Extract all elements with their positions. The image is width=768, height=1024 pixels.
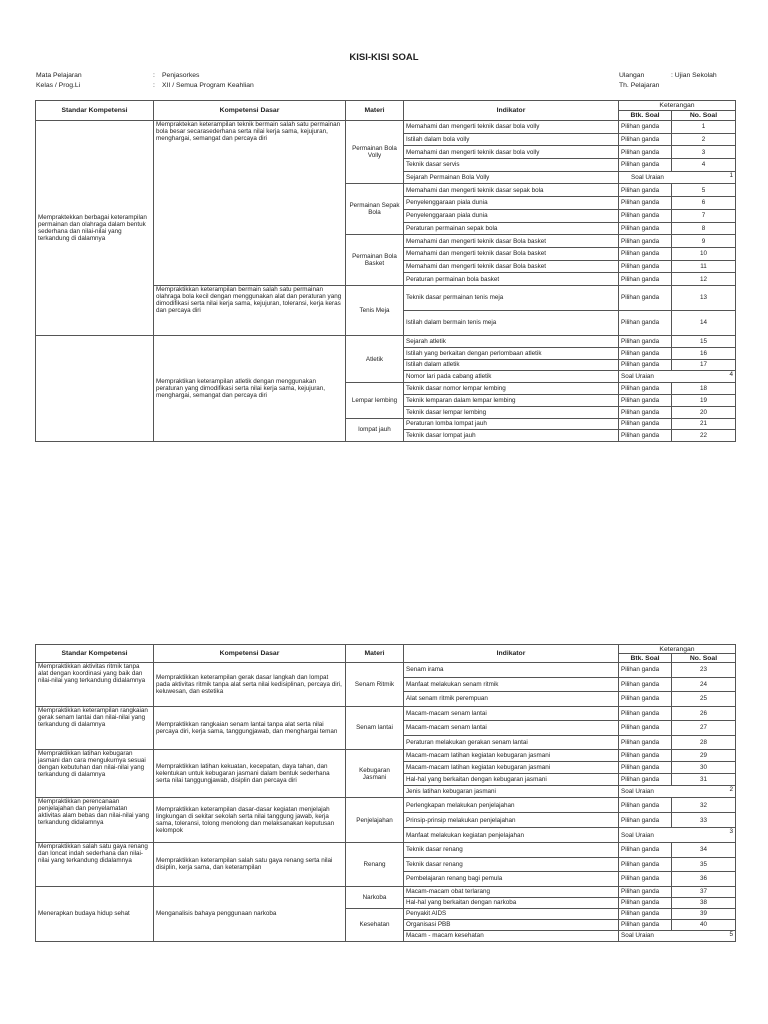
no-cell: 33 [672, 813, 736, 828]
no-cell: 35 [672, 857, 736, 872]
kelas-sep: : [153, 82, 155, 89]
indikator-cell: Penyelenggaraan piala dunia [404, 209, 619, 222]
kisi-table-1 [35, 100, 736, 442]
no-uraian: 2 [729, 786, 733, 793]
no-cell: 14 [672, 310, 736, 335]
indikator-cell: Macam-macam latihan kegiatan kebugaran jasmani [404, 750, 619, 762]
no-cell: 3 [672, 146, 736, 159]
materi-cell: Permainan Bola Basket [346, 235, 404, 286]
no-cell: 1 [672, 121, 736, 134]
header-sk: Standar Kompetensi [36, 645, 154, 663]
no-cell: 19 [672, 394, 736, 406]
indikator-cell: Macam-macam senam lantai [404, 721, 619, 736]
btk-cell: Pilihan ganda [619, 857, 672, 872]
no-uraian: 5 [729, 930, 733, 938]
no-cell: 8 [672, 222, 736, 235]
btk-cell: Pilihan ganda [619, 260, 672, 273]
sk-cell: Mempraktikkan perencanaan penjelajahan dan penyelamatan aktivitas alam bebas dan nilai-nilai yang terkandung didalamnya [36, 798, 154, 843]
no-cell: 37 [672, 886, 736, 897]
uraian-cell [619, 171, 736, 184]
indikator-cell: Hal-hal yang berkaitan dengan kebugaran jasmani [404, 774, 619, 786]
btk-cell: Pilihan ganda [619, 750, 672, 762]
btk-cell: Pilihan ganda [619, 843, 672, 858]
sk-cell: Mempraktikkan aktivitas ritmik tanpa alat dengan koordinasi yang baik dan nilai-nilai yang terkandung didalamnya [36, 663, 154, 707]
indikator-cell: Memahami dan mengerti teknik dasar bola volly [404, 146, 619, 159]
header-indikator: Indikator [404, 101, 619, 121]
no-cell: 29 [672, 750, 736, 762]
header-keterangan: Keterangan [619, 101, 736, 111]
no-cell: 27 [672, 721, 736, 736]
btk-cell: Pilihan ganda [619, 247, 672, 260]
document-title: KISI-KISI SOAL [349, 52, 419, 63]
no-cell: 6 [672, 197, 736, 210]
indikator-cell: Nomor lari pada cabang atletik [404, 371, 619, 383]
btk-cell: Pilihan ganda [619, 706, 672, 721]
btk-cell: Pilihan ganda [619, 310, 672, 335]
no-cell: 2 [672, 133, 736, 146]
no-cell: 38 [672, 897, 736, 908]
indikator-cell: Teknik lemparan dalam lempar lembing [404, 394, 619, 406]
materi-cell: Tenis Meja [346, 285, 404, 335]
indikator-cell: Teknik dasar permainan tenis meja [404, 285, 619, 310]
indikator-cell: Sejarah atletik [404, 335, 619, 347]
kd-cell: Mempraktikkan rangkaian senam lantai tanpa alat serta nilai percaya diri, kerja sama, tanggungjawab, dan menghargai teman [154, 706, 346, 750]
btk-cell: Pilihan ganda [619, 430, 672, 442]
materi-cell: Senam lantai [346, 706, 404, 750]
indikator-cell: Peraturan melakukan gerakan senam lantai [404, 735, 619, 750]
uraian-cell [619, 930, 736, 941]
btk-cell: Pilihan ganda [619, 418, 672, 430]
btk-uraian: Soal Uraian [621, 831, 654, 839]
btk-cell: Pilihan ganda [619, 813, 672, 828]
materi-cell: lompat jauh [346, 418, 404, 442]
btk-cell: Pilihan ganda [619, 209, 672, 222]
no-uraian: 4 [729, 371, 733, 379]
indikator-cell: Jenis latihan kebugaran jasmani [404, 786, 619, 798]
sk-cell: Mempraktikkan latihan kebugaran jasmani dan cara mengukurnya sesuai dengan kebutuhan dan nilai-nilai yang terkandung di dalamnya [36, 750, 154, 798]
btk-cell: Pilihan ganda [619, 735, 672, 750]
kd-cell: Menganalisis bahaya penggunaan narkoba [154, 886, 346, 941]
sk-cell: Mempraktikkan keterampilan rangkaian gerak senam lantai dan nilai-nilai yang terkandung di dalamnya [36, 706, 154, 750]
kelas-value: XII / Semua Program Keahlian [162, 82, 254, 89]
no-cell: 40 [672, 919, 736, 930]
kd-cell: Mempraktikan keterampilan atletik dengan menggunakan peraturan yang dimodifikasi serta nilai kerja sama, kejujuran, menghargai, semangat dan percaya diri [154, 335, 346, 441]
no-cell: 13 [672, 285, 736, 310]
btk-cell: Pilihan ganda [619, 347, 672, 359]
btk-cell: Pilihan ganda [619, 908, 672, 919]
indikator-cell: Macam-macam latihan kegiatan kebugaran jasmani [404, 762, 619, 774]
indikator-cell: Istilah dalam bermain tenis meja [404, 310, 619, 335]
kd-cell: Mempraktikkan keterampilan dasar-dasar kegiatan menjelajah lingkungan di sekitar sekolah serta nilai tanggung jawab, kerja sama, toleransi, tolong menolong dan melaksanakan keputusan kelompok [154, 798, 346, 843]
header-sk: Standar Kompetensi [36, 101, 154, 121]
no-cell: 12 [672, 273, 736, 286]
no-cell: 11 [672, 260, 736, 273]
no-cell: 36 [672, 872, 736, 887]
kelas-label: Kelas / Prog.Li [36, 82, 81, 89]
no-cell: 34 [672, 843, 736, 858]
indikator-cell: Teknik dasar lempar lembing [404, 406, 619, 418]
mapel-value: Penjasorkes [162, 72, 200, 79]
btk-uraian: Soal Uraian [621, 373, 654, 381]
indikator-cell: Memahami dan mengerti teknik dasar Bola basket [404, 247, 619, 260]
no-cell: 9 [672, 235, 736, 248]
materi-cell: Permainan Bola Volly [346, 121, 404, 184]
indikator-cell: Senam irama [404, 663, 619, 678]
btk-cell: Pilihan ganda [619, 774, 672, 786]
materi-cell: Lempar lembing [346, 383, 404, 418]
no-cell: 32 [672, 798, 736, 813]
btk-cell: Pilihan ganda [619, 663, 672, 678]
indikator-cell: Macam - macam kesehatan [404, 930, 619, 941]
btk-cell: Pilihan ganda [619, 721, 672, 736]
btk-cell: Pilihan ganda [619, 394, 672, 406]
btk-cell: Pilihan ganda [619, 872, 672, 887]
meta-right-values [671, 71, 717, 81]
btk-cell: Pilihan ganda [619, 121, 672, 134]
no-cell: 17 [672, 359, 736, 371]
ulangan-value: : Ujian Sekolah [671, 72, 717, 79]
no-cell: 20 [672, 406, 736, 418]
meta-seps [153, 71, 155, 91]
indikator-cell: Manfaat melakukan senam ritmik [404, 677, 619, 692]
no-cell: 23 [672, 663, 736, 678]
btk-cell: Pilihan ganda [619, 133, 672, 146]
indikator-cell: Penyakit AIDS [404, 908, 619, 919]
meta-values [162, 71, 254, 91]
indikator-cell: Istilah yang berkaitan dengan perlombaan atletik [404, 347, 619, 359]
btk-cell: Pilihan ganda [619, 159, 672, 172]
header-btk: Btk. Soal [619, 111, 672, 121]
indikator-cell: Peraturan permainan bola basket [404, 273, 619, 286]
indikator-cell: Teknik dasar nomor lempar lembing [404, 383, 619, 395]
mapel-sep: : [153, 72, 155, 79]
btk-cell: Pilihan ganda [619, 222, 672, 235]
header-btk: Btk. Soal [619, 654, 672, 663]
mapel-label: Mata Pelajaran [36, 72, 82, 79]
header-materi: Materi [346, 645, 404, 663]
no-cell: 16 [672, 347, 736, 359]
no-cell: 5 [672, 184, 736, 197]
btk-uraian: Soal Uraian [631, 174, 664, 182]
kd-cell: Mempraktikkan latihan kekuatan, kecepatan, daya tahan, dan kelentukan untuk kebugaran jasmani dalam bentuk sederhana serta nilai tanggungjawab, disiplin dan percaya diri [154, 750, 346, 798]
no-cell: 24 [672, 677, 736, 692]
uraian-cell [619, 786, 736, 798]
no-cell: 7 [672, 209, 736, 222]
no-uraian: 1 [729, 171, 733, 179]
no-cell: 4 [672, 159, 736, 172]
indikator-cell: Istilah dalam atletik [404, 359, 619, 371]
kd-cell: Mempraktikkan keterampilan bermain salah satu permainan olahraga bola kecil dengan menggunakan alat dan peraturan yang dimodifikasi serta nilai kerja sama, kejujuran, toleransi, kerja keras dan percaya diri [154, 285, 346, 335]
no-cell: 30 [672, 762, 736, 774]
no-cell: 39 [672, 908, 736, 919]
btk-cell: Pilihan ganda [619, 383, 672, 395]
materi-cell: Narkoba [346, 886, 404, 908]
btk-cell: Pilihan ganda [619, 677, 672, 692]
materi-cell: Kesehatan [346, 908, 404, 941]
kd-cell: Mempraktikkan keterampilan gerak dasar langkah dan lompat pada aktivitas ritmik tanpa alat serta nilai kedisiplinan, percaya diri, keluwesan, dan estetika [154, 663, 346, 707]
header-no: No. Soal [672, 111, 736, 121]
kd-cell: Mempraktekan keterampilan teknik bermain salah satu permainan bola besar secarasederhana serta nilai kerja sama, kejujuran, menghargai, semangat dan percaya diri [154, 121, 346, 286]
no-cell: 18 [672, 383, 736, 395]
header-no: No. Soal [672, 654, 736, 663]
btk-cell: Pilihan ganda [619, 762, 672, 774]
btk-uraian: Soal Uraian [621, 932, 654, 939]
indikator-cell: Teknik dasar lompat jauh [404, 430, 619, 442]
btk-cell: Pilihan ganda [619, 197, 672, 210]
no-cell: 15 [672, 335, 736, 347]
btk-uraian: Soal Uraian [621, 788, 654, 795]
materi-cell: Penjelajahan [346, 798, 404, 843]
indikator-cell: Peraturan lomba lompat jauh [404, 418, 619, 430]
materi-cell: Renang [346, 843, 404, 887]
indikator-cell: Manfaat melakukan kegiatan penjelajahan [404, 828, 619, 843]
indikator-cell: Sejarah Permainan Bola Volly [404, 171, 619, 184]
header-indikator: Indikator [404, 645, 619, 663]
btk-cell: Pilihan ganda [619, 692, 672, 707]
header-kd: Kompetensi Dasar [154, 645, 346, 663]
btk-cell: Pilihan ganda [619, 359, 672, 371]
sk-cell: Mempraktikkan salah satu gaya renang dan loncat indah sederhana dan nilai-nilai yang terkandung didalamnya [36, 843, 154, 887]
no-cell: 31 [672, 774, 736, 786]
header-kd: Kompetensi Dasar [154, 101, 346, 121]
meta-labels [36, 71, 82, 91]
uraian-cell [619, 828, 736, 843]
materi-cell: Kebugaran Jasmani [346, 750, 404, 798]
sk-cell-empty [36, 335, 154, 441]
indikator-cell: Istilah dalam bola volly [404, 133, 619, 146]
indikator-cell: Teknik dasar renang [404, 857, 619, 872]
indikator-cell: Hal-hal yang berkaitan dengan narkoba [404, 897, 619, 908]
indikator-cell: Memahami dan mengerti teknik dasar sepak bola [404, 184, 619, 197]
meta-right-labels [619, 71, 659, 91]
header-materi: Materi [346, 101, 404, 121]
kisi-table-2 [35, 644, 736, 942]
indikator-cell: Organisasi PBB [404, 919, 619, 930]
no-cell: 22 [672, 430, 736, 442]
btk-cell: Pilihan ganda [619, 919, 672, 930]
indikator-cell: Teknik dasar servis [404, 159, 619, 172]
materi-cell: Senam Ritmik [346, 663, 404, 707]
indikator-cell: Macam-macam obat terlarang [404, 886, 619, 897]
indikator-cell: Memahami dan mengerti teknik dasar Bola basket [404, 235, 619, 248]
indikator-cell: Memahami dan mengerti teknik dasar Bola basket [404, 260, 619, 273]
indikator-cell: Peraturan permainan sepak bola [404, 222, 619, 235]
materi-cell: Permainan Sepak Bola [346, 184, 404, 235]
indikator-cell: Penyelenggaraan piala dunia [404, 197, 619, 210]
btk-cell: Pilihan ganda [619, 335, 672, 347]
uraian-cell [619, 371, 736, 383]
indikator-cell: Alat senam ritmik perempuan [404, 692, 619, 707]
indikator-cell: Macam-macam senam lantai [404, 706, 619, 721]
indikator-cell: Prinsip-prinsip melakukan penjelajahan [404, 813, 619, 828]
indikator-cell: Memahami dan mengerti teknik dasar bola volly [404, 121, 619, 134]
ulangan-label: Ulangan [619, 72, 645, 79]
btk-cell: Pilihan ganda [619, 798, 672, 813]
btk-cell: Pilihan ganda [619, 406, 672, 418]
btk-cell: Pilihan ganda [619, 235, 672, 248]
btk-cell: Pilihan ganda [619, 886, 672, 897]
no-cell: 21 [672, 418, 736, 430]
kd-cell: Mempraktikkan keterampilan salah satu gaya renang serta nilai disiplin, kerja sama, dan keterampilan [154, 843, 346, 887]
indikator-cell: Pembelajaran renang bagi pemula [404, 872, 619, 887]
btk-cell: Pilihan ganda [619, 285, 672, 310]
header-keterangan: Keterangan [619, 645, 736, 654]
no-uraian: 3 [729, 828, 733, 835]
no-cell: 26 [672, 706, 736, 721]
indikator-cell: Teknik dasar renang [404, 843, 619, 858]
sk-cell: Mempraktekkan berbagai keterampilan permainan dan olahraga dalam bentuk sederhana dan nilai-nilai yang terkandung di dalamnya [36, 121, 154, 336]
btk-cell: Pilihan ganda [619, 897, 672, 908]
no-cell: 10 [672, 247, 736, 260]
btk-cell: Pilihan ganda [619, 184, 672, 197]
indikator-cell: Perlengkapan melakukan penjelajahan [404, 798, 619, 813]
no-cell: 28 [672, 735, 736, 750]
sk-cell: Menerapkan budaya hidup sehat [36, 886, 154, 941]
materi-cell: Atletik [346, 335, 404, 382]
no-cell: 25 [672, 692, 736, 707]
th-label: Th. Pelajaran [619, 82, 660, 89]
btk-cell: Pilihan ganda [619, 273, 672, 286]
btk-cell: Pilihan ganda [619, 146, 672, 159]
